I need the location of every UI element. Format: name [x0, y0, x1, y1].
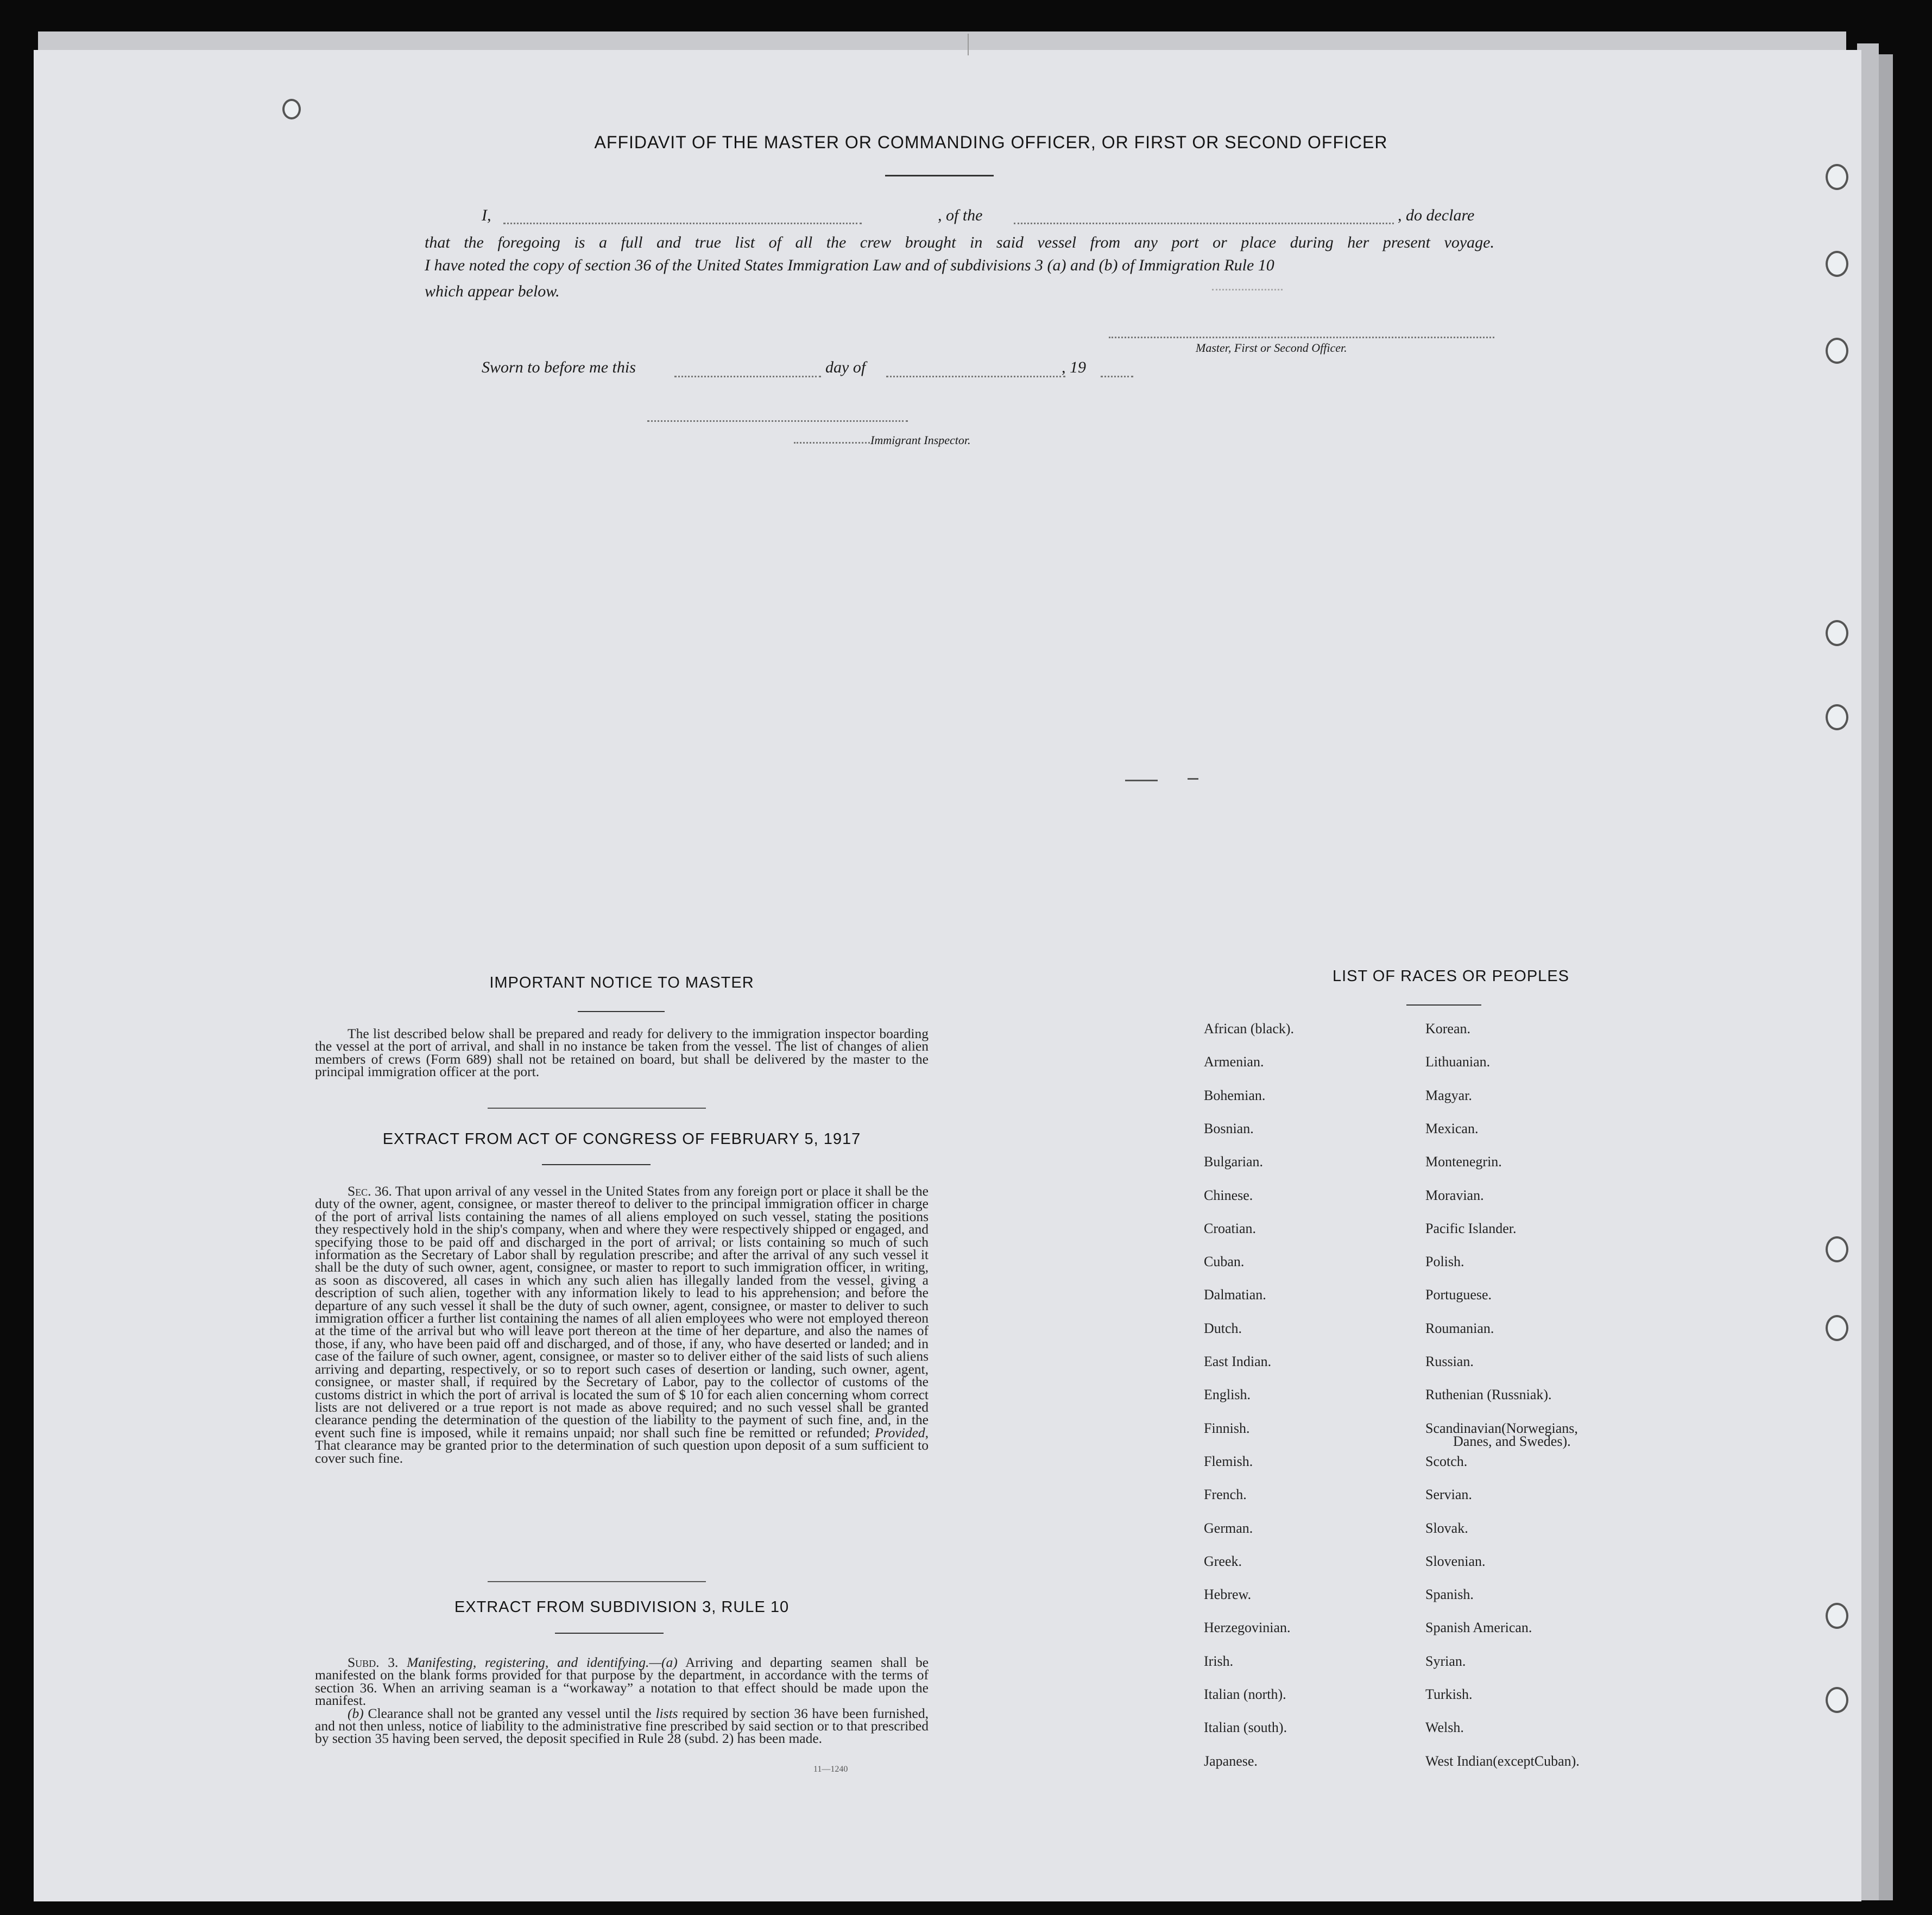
race-item: Lithuanian. [1425, 1054, 1491, 1070]
race-item: Scotch. [1425, 1453, 1468, 1469]
vessel-field[interactable] [1014, 223, 1394, 224]
notice-divider [488, 1108, 706, 1109]
title-rule [885, 175, 994, 176]
rule-para-b-lists: lists [655, 1705, 678, 1721]
rule-title: EXTRACT FROM SUBDIVISION 3, RULE 10 [454, 1598, 790, 1616]
day-of-text: day of [825, 358, 866, 376]
race-item: Finnish. [1204, 1420, 1250, 1436]
affidavit-title: AFFIDAVIT OF THE MASTER OR COMMANDING OFFICER, OR FIRST OR SECOND OFFICER [594, 132, 1388, 152]
master-caption: Master, First or Second Officer. [1196, 341, 1347, 355]
races-title: LIST OF RACES OR PEOPLES [1332, 968, 1570, 985]
race-item: Herzegovinian. [1204, 1620, 1291, 1636]
race-item: Polish. [1425, 1254, 1464, 1270]
race-item: Bosnian. [1204, 1120, 1254, 1136]
binder-hole [1826, 338, 1848, 364]
affidavit-line3: I have noted the copy of section 36 of the United States Immigration Law and of subdivisions 3 (a) and (b) of Immigration Rule 10 [425, 256, 1274, 274]
act-text: That upon arrival of any vessel in the United States from any foreign port or place it shall be the duty of the owner, agent, consignee, or master thereof to deliver to the principal immigration officer in charge of the port of arrival lists containing the names of all aliens employed on such vessel, stating the positions they respectively hold in the ship's company, when and where they were respectively shipped or engaged, and specifying those to be paid off and discharged in the port of arrival; or lists containing so much of such information as the Secretary of Labor shall by regulation prescribe; and after the arrival of any such vessel it shall be the duty of such owner, agent, consignee, or master to report to such immigration officer, in writing, as soon as discovered, all cases in which any such alien has illegally landed from the vessel, giving a description of such alien, together with any information likely to lead to his apprehension; and before the departure of any such vessel it shall be the duty of such owner, agent, consignee, or master to deliver to such immigration officer a further list containing the names of all alien employees who were not employed thereon at the time of the arrival but who will leave port thereon at the time of her departure, and also the names of those, if any, who have been paid off and discharged, and of those, if any, who have deserted or landed; and in case of the failure of such owner, agent, consignee, or master so to deliver either of the said lists of such aliens arriving and departing, respectively, or so to report such cases of desertion or landing, such owner, agent, consignee, or master shall, if required by the Secretary of Labor, pay to the collector of customs of the customs district in which the port of arrival is located the sum of $ 10 for each alien concerning whom correct lists are not delivered or a true report is not made as above required; and no such vessel shall be granted clearance pending the determination of the question of the liability to the payment of such fine, and, in the event such fine is imposed, while it remains unpaid; nor shall such fine be remitted or refunded; [315, 1183, 929, 1440]
race-item: Pacific Islander. [1425, 1220, 1517, 1236]
binder-hole [1826, 1687, 1848, 1713]
race-item: Korean. [1425, 1021, 1471, 1036]
binder-hole [1826, 1315, 1848, 1341]
stacked-page-edge [38, 31, 1846, 50]
affidavit-line4: which appear below. [425, 282, 560, 300]
race-item: Danes, and Swedes). [1453, 1433, 1571, 1449]
race-item: Roumanian. [1425, 1320, 1494, 1336]
race-item: Magyar. [1425, 1087, 1472, 1103]
notice-body [315, 1027, 929, 1078]
act-provided: Provided, [875, 1424, 929, 1440]
rule-para-a: Arriving and departing seamen shall be manifested on the blank forms provided for that purpose by the department, in accordance with the terms of section 36. When an arriving seaman is a “workaway” a notation to that effect should be made upon the manifest. [315, 1654, 929, 1709]
race-item: Syrian. [1425, 1653, 1466, 1669]
notice-rule [578, 1011, 665, 1012]
affidavit-line2: that the foregoing is a full and true list of all the crew brought in said vessel from any port or place during her present voyage. [425, 233, 1494, 251]
race-item: Ruthenian (Russniak). [1425, 1387, 1552, 1403]
race-item: Slovak. [1425, 1520, 1468, 1536]
binder-hole [1826, 704, 1848, 730]
race-item: Japanese. [1204, 1753, 1258, 1769]
act-body [315, 1185, 929, 1464]
race-item: Irish. [1204, 1653, 1234, 1669]
act-title: EXTRACT FROM ACT OF CONGRESS OF FEBRUARY 5, 1917 [382, 1130, 861, 1148]
binder-hole-left [282, 99, 301, 119]
race-item: Bohemian. [1204, 1087, 1266, 1103]
race-item: Scandinavian(Norwegians, [1425, 1420, 1578, 1436]
race-item: Spanish. [1425, 1587, 1474, 1603]
rule-para-b2: required by section 36 have been furnished, and not then unless, notice of liability to the administrative fine prescribed by said section or to that prescribed by section 35 having been served, the deposit specified in Rule 28 (subd. 2) has been made. [315, 1705, 929, 1747]
sworn-year-field[interactable] [1101, 376, 1133, 377]
rule-para-b1: Clearance shall not be granted any vessel until the [368, 1705, 652, 1721]
race-item: Montenegrin. [1425, 1154, 1502, 1170]
faint-mark [1212, 289, 1283, 290]
sworn-day-field[interactable] [674, 376, 821, 377]
race-item: Italian (south). [1204, 1720, 1287, 1736]
stray-mark-2 [1188, 778, 1198, 780]
rule-body [315, 1656, 929, 1745]
stacked-page-edge-right-2 [1879, 54, 1893, 1900]
year-prefix: , 19 [1062, 358, 1086, 376]
race-item: East Indian. [1204, 1354, 1272, 1369]
affidavit-line1-i: I, [482, 206, 491, 224]
race-item: German. [1204, 1520, 1253, 1536]
stray-mark [1125, 780, 1158, 781]
act-text-end: That clearance may be granted prior to the determination of such question upon deposit of a sum sufficient to cover such fine. [315, 1437, 929, 1466]
race-item: Italian (north). [1204, 1686, 1286, 1702]
affidavit-line1-of: , of the [938, 206, 983, 224]
race-item: French. [1204, 1487, 1247, 1503]
act-sec-label: Sec. 36. [348, 1183, 392, 1199]
name-field[interactable] [503, 223, 862, 224]
races-rule [1406, 1004, 1481, 1006]
master-signature-field[interactable] [1109, 337, 1494, 338]
race-item: Chinese. [1204, 1187, 1253, 1203]
form-number: 11—1240 [813, 1765, 848, 1774]
inspector-signature-field[interactable] [647, 420, 908, 422]
sworn-text: Sworn to before me this [482, 358, 636, 376]
race-item: African (black). [1204, 1021, 1295, 1036]
rule-rule [555, 1633, 664, 1634]
binder-hole [1826, 1603, 1848, 1629]
race-item: Croatian. [1204, 1220, 1257, 1236]
race-item: Greek. [1204, 1553, 1242, 1569]
race-item: Armenian. [1204, 1054, 1264, 1070]
notice-title: IMPORTANT NOTICE TO MASTER [489, 974, 754, 991]
binder-hole [1826, 251, 1848, 277]
rule-subd-heading: Manifesting, registering, and identifying.—(a) [407, 1654, 678, 1670]
race-item: Mexican. [1425, 1120, 1479, 1136]
rule-subd-label: Subd. 3. [348, 1654, 399, 1670]
inspector-signature-field-2[interactable] [794, 442, 870, 444]
race-item: Welsh. [1425, 1720, 1464, 1736]
race-item: Moravian. [1425, 1187, 1484, 1203]
sworn-month-field[interactable] [886, 376, 1065, 377]
inspector-caption: Immigrant Inspector. [870, 433, 971, 447]
race-item: Slovenian. [1425, 1553, 1486, 1569]
affidavit-line1-declare: , do declare [1398, 206, 1475, 224]
binder-hole [1826, 1236, 1848, 1262]
race-item: English. [1204, 1387, 1251, 1403]
race-item: Dalmatian. [1204, 1287, 1266, 1303]
act-rule [542, 1164, 651, 1165]
race-item: Flemish. [1204, 1453, 1253, 1469]
act-divider [488, 1581, 706, 1582]
race-item: Dutch. [1204, 1320, 1242, 1336]
race-item: Russian. [1425, 1354, 1474, 1369]
race-item: Portuguese. [1425, 1287, 1492, 1303]
race-item: West Indian(exceptCuban). [1425, 1753, 1580, 1769]
document-page [34, 50, 1861, 1901]
binder-hole [1826, 620, 1848, 646]
scan-mark [968, 34, 969, 55]
rule-b-label: (b) [348, 1705, 364, 1721]
race-item: Turkish. [1425, 1686, 1473, 1702]
race-item: Servian. [1425, 1487, 1472, 1503]
race-item: Spanish American. [1425, 1620, 1532, 1636]
race-item: Hebrew. [1204, 1587, 1252, 1603]
binder-hole [1826, 164, 1848, 190]
notice-paragraph: The list described below shall be prepared and ready for delivery to the immigration inspector boarding the vessel at the port of arrival, and shall in no instance be taken from the vessel. The list of changes of alien members of crews (Form 689) shall not be retained on board, but shall be delivered by the master to the principal immigration officer at the port. [315, 1026, 929, 1080]
race-item: Cuban. [1204, 1254, 1245, 1270]
race-item: Bulgarian. [1204, 1154, 1264, 1170]
